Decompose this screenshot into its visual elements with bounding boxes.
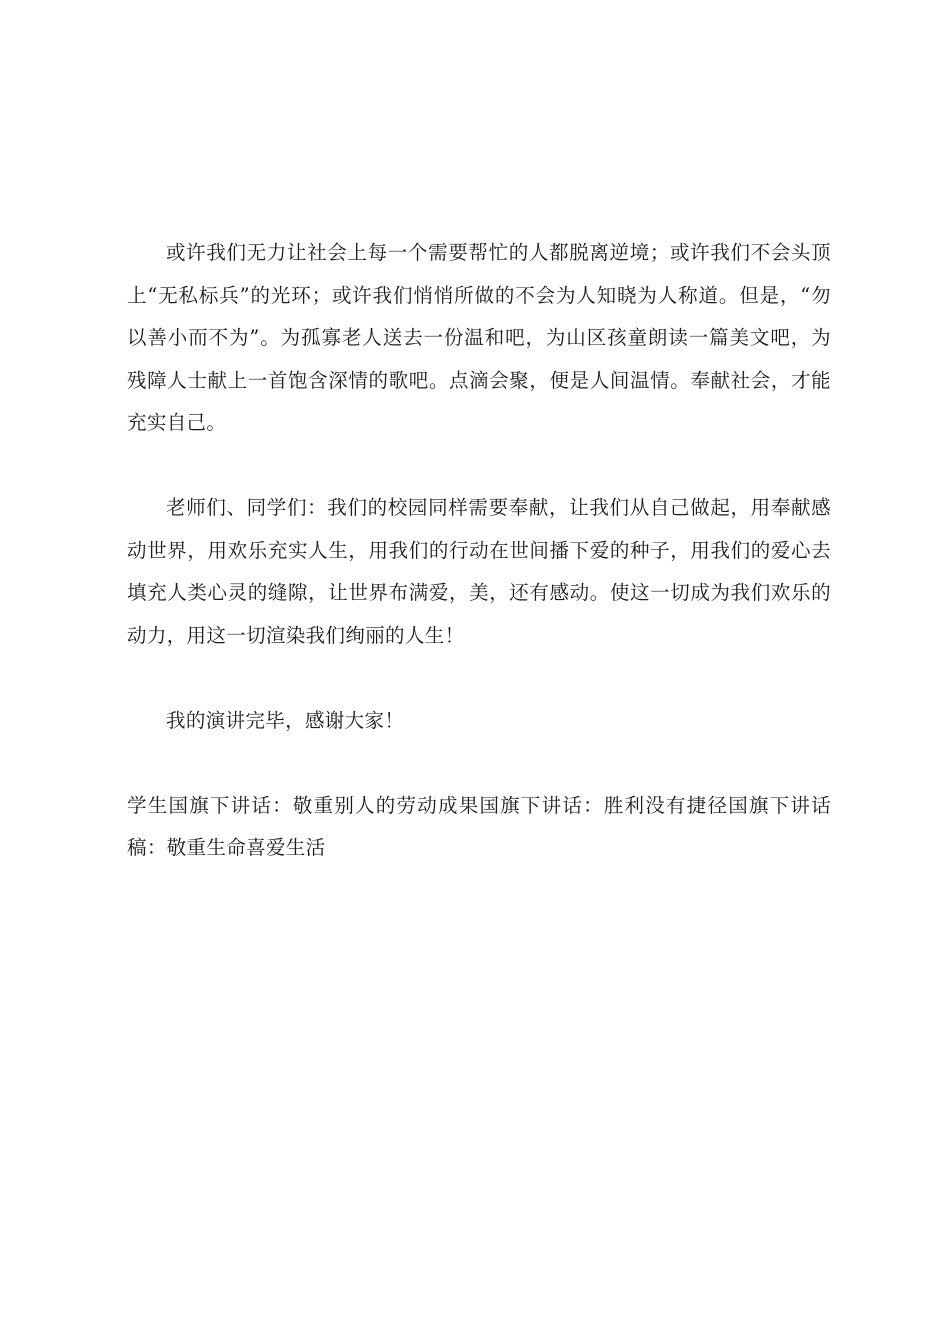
paragraph-dedication: 或许我们无力让社会上每一个需要帮忙的人都脱离逆境；或许我们不会头顶上“无私标兵”的光环；或许我们悄悄所做的不会为人知晓为人称道。但是，“勿以善小而不为”。为孤寡老人送去一份温和吧，为山区孩童朗读一篇美文吧，为残障人士献上一首饱含深情的歌吧。点滴会聚，便是人间温情。奉献社会，才能充实自己。 (127, 241, 831, 434)
related-speeches-text: 学生国旗下讲话：敬重别人的劳动成果国旗下讲话：胜利没有捷径国旗下讲话稿：敬重生命喜爱生活 (127, 793, 831, 859)
paragraph-closing: 我的演讲完毕，感谢大家！ (166, 708, 405, 732)
paragraph-call-to-action: 老师们、同学们：我们的校园同样需要奉献，让我们从自己做起，用奉献感动世界，用欢乐充实人生，用我们的行动在世间播下爱的种子，用我们的爱心去填充人类心灵的缝隙，让世界布满爱，美，还有感动。使这一切成为我们欢乐的动力，用这一切渲染我们绚丽的人生！ (127, 496, 831, 647)
document-body (127, 232, 831, 870)
